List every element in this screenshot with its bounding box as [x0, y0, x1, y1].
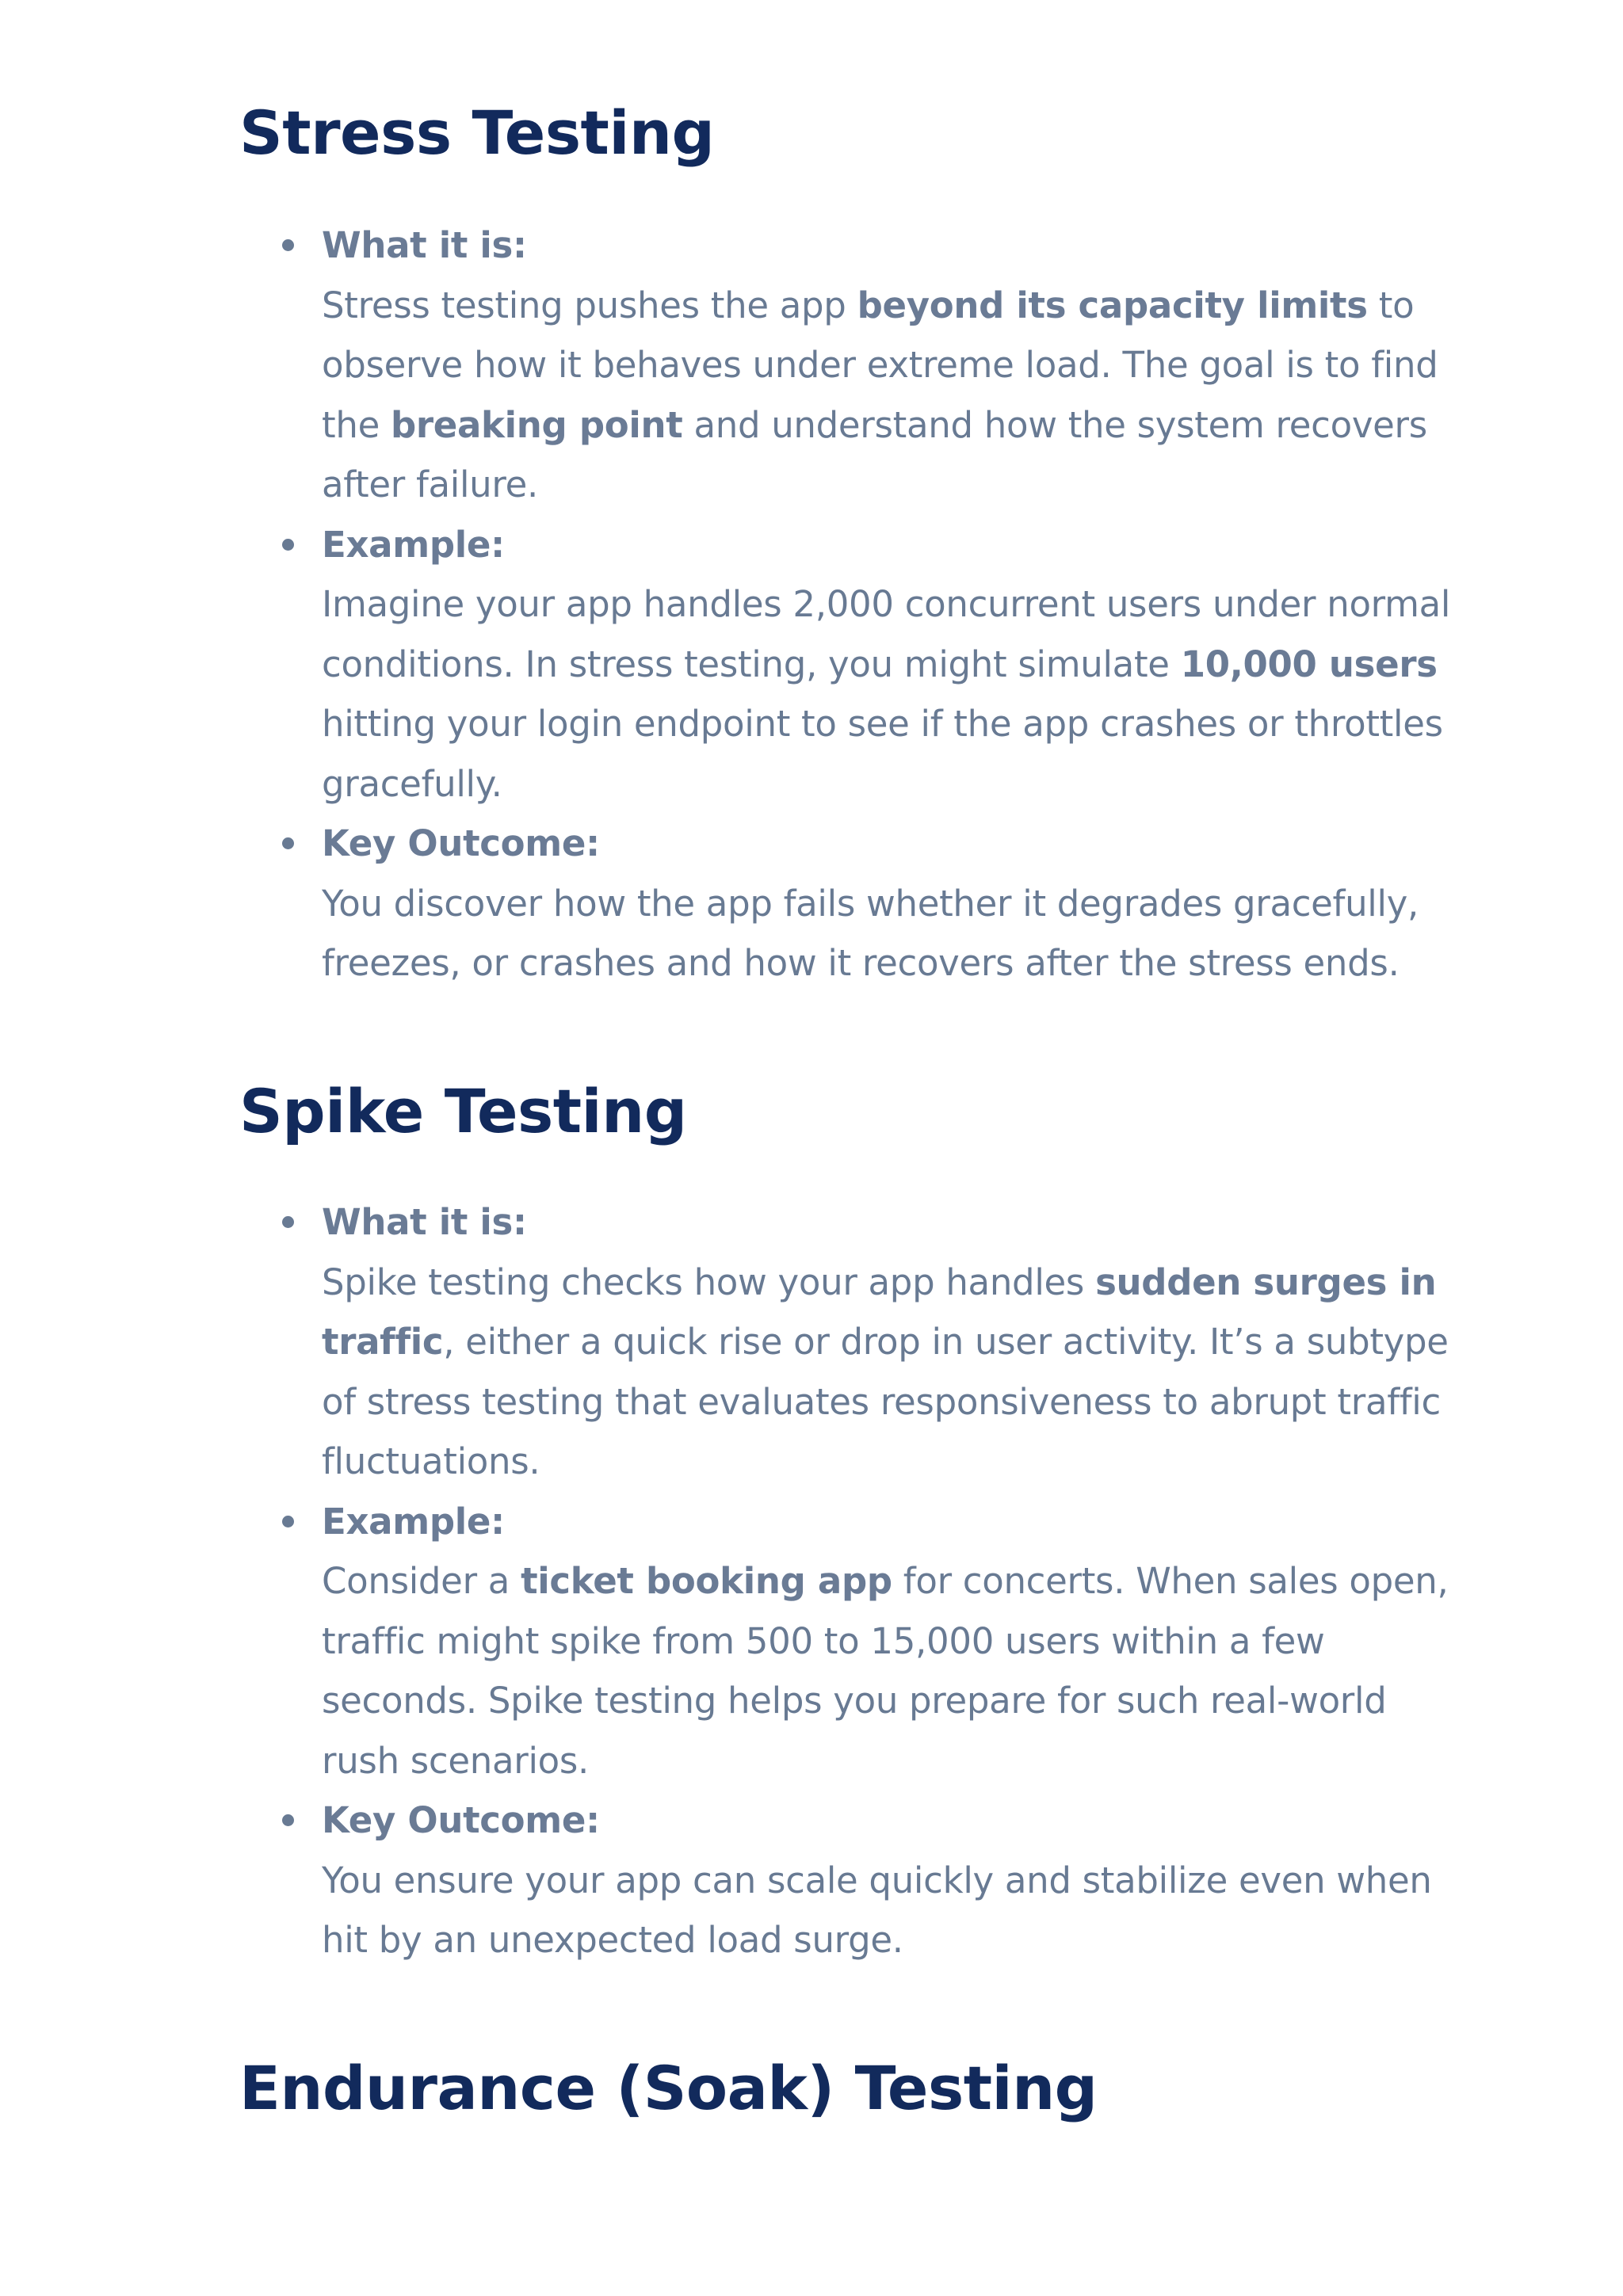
section-title-endurance-testing: Endurance (Soak) Testing — [239, 2053, 1098, 2123]
point-label: What it is: — [322, 1201, 527, 1243]
text-line: You discover how the app fails whether it degrades gracefully, — [322, 882, 1419, 925]
emphasis: ticket booking app — [521, 1560, 892, 1602]
list-item — [239, 1492, 1449, 1791]
text-line: gracefully. — [322, 762, 502, 805]
bullet-icon — [282, 1216, 294, 1228]
point-body — [322, 1551, 1449, 1791]
point-label: Example: — [322, 1500, 505, 1543]
spike-testing-list — [239, 1192, 1449, 1970]
point-label: Example: — [322, 523, 505, 566]
text-line: the breaking point and understand how the system recovers — [322, 403, 1427, 446]
point-label: Key Outcome: — [322, 1799, 600, 1841]
emphasis: 10,000 users — [1180, 643, 1438, 685]
bullet-icon — [282, 239, 294, 251]
list-item — [239, 1192, 1449, 1492]
bullet-icon — [282, 539, 294, 551]
list-item — [239, 515, 1451, 814]
point-body — [322, 1253, 1449, 1492]
text-line: hit by an unexpected load surge. — [322, 1919, 903, 1961]
point-body — [322, 574, 1451, 814]
text-line: seconds. Spike testing helps you prepare for such real-world — [322, 1680, 1387, 1722]
text-line: fluctuations. — [322, 1440, 540, 1482]
text-line: of stress testing that evaluates responsiveness to abrupt traffic — [322, 1380, 1441, 1423]
bullet-icon — [282, 837, 294, 849]
text-line: observe how it behaves under extreme load. The goal is to find — [322, 344, 1438, 386]
point-body — [322, 874, 1444, 994]
text-line: freezes, or crashes and how it recovers after the stress ends. — [322, 942, 1400, 984]
emphasis: beyond its capacity limits — [857, 284, 1368, 326]
text-line: traffic, either a quick rise or drop in user activity. It’s a subtype — [322, 1321, 1449, 1363]
bullet-icon — [282, 1516, 294, 1527]
stress-testing-list — [239, 215, 1451, 994]
list-item — [239, 1791, 1444, 1970]
list-item — [239, 215, 1444, 515]
text-line: Stress testing pushes the app beyond its capacity limits to — [322, 284, 1415, 326]
section-title-spike-testing: Spike Testing — [239, 1076, 687, 1146]
point-label: What it is: — [322, 224, 527, 266]
list-item — [239, 814, 1444, 994]
text-line: traffic might spike from 500 to 15,000 users within a few — [322, 1619, 1325, 1662]
emphasis: breaking point — [390, 403, 683, 446]
bullet-icon — [282, 1814, 294, 1826]
text-line: after failure. — [322, 463, 539, 505]
point-label: Key Outcome: — [322, 822, 600, 864]
text-line: hitting your login endpoint to see if the app crashes or throttles — [322, 703, 1443, 745]
section-title-stress-testing: Stress Testing — [239, 97, 715, 168]
text-line: You ensure your app can scale quickly and stabilize even when — [322, 1859, 1432, 1901]
text-line: conditions. In stress testing, you might simulate 10,000 users — [322, 643, 1438, 685]
text-line: Consider a ticket booking app for concerts. When sales open, — [322, 1560, 1449, 1602]
text-line: rush scenarios. — [322, 1739, 590, 1782]
text-line: Imagine your app handles 2,000 concurrent users under normal — [322, 583, 1451, 625]
point-body — [322, 1851, 1444, 1970]
point-body — [322, 276, 1444, 515]
emphasis: traffic — [322, 1321, 444, 1363]
emphasis: sudden surges in — [1095, 1261, 1437, 1303]
text-line: Spike testing checks how your app handles sudden surges in — [322, 1261, 1437, 1303]
